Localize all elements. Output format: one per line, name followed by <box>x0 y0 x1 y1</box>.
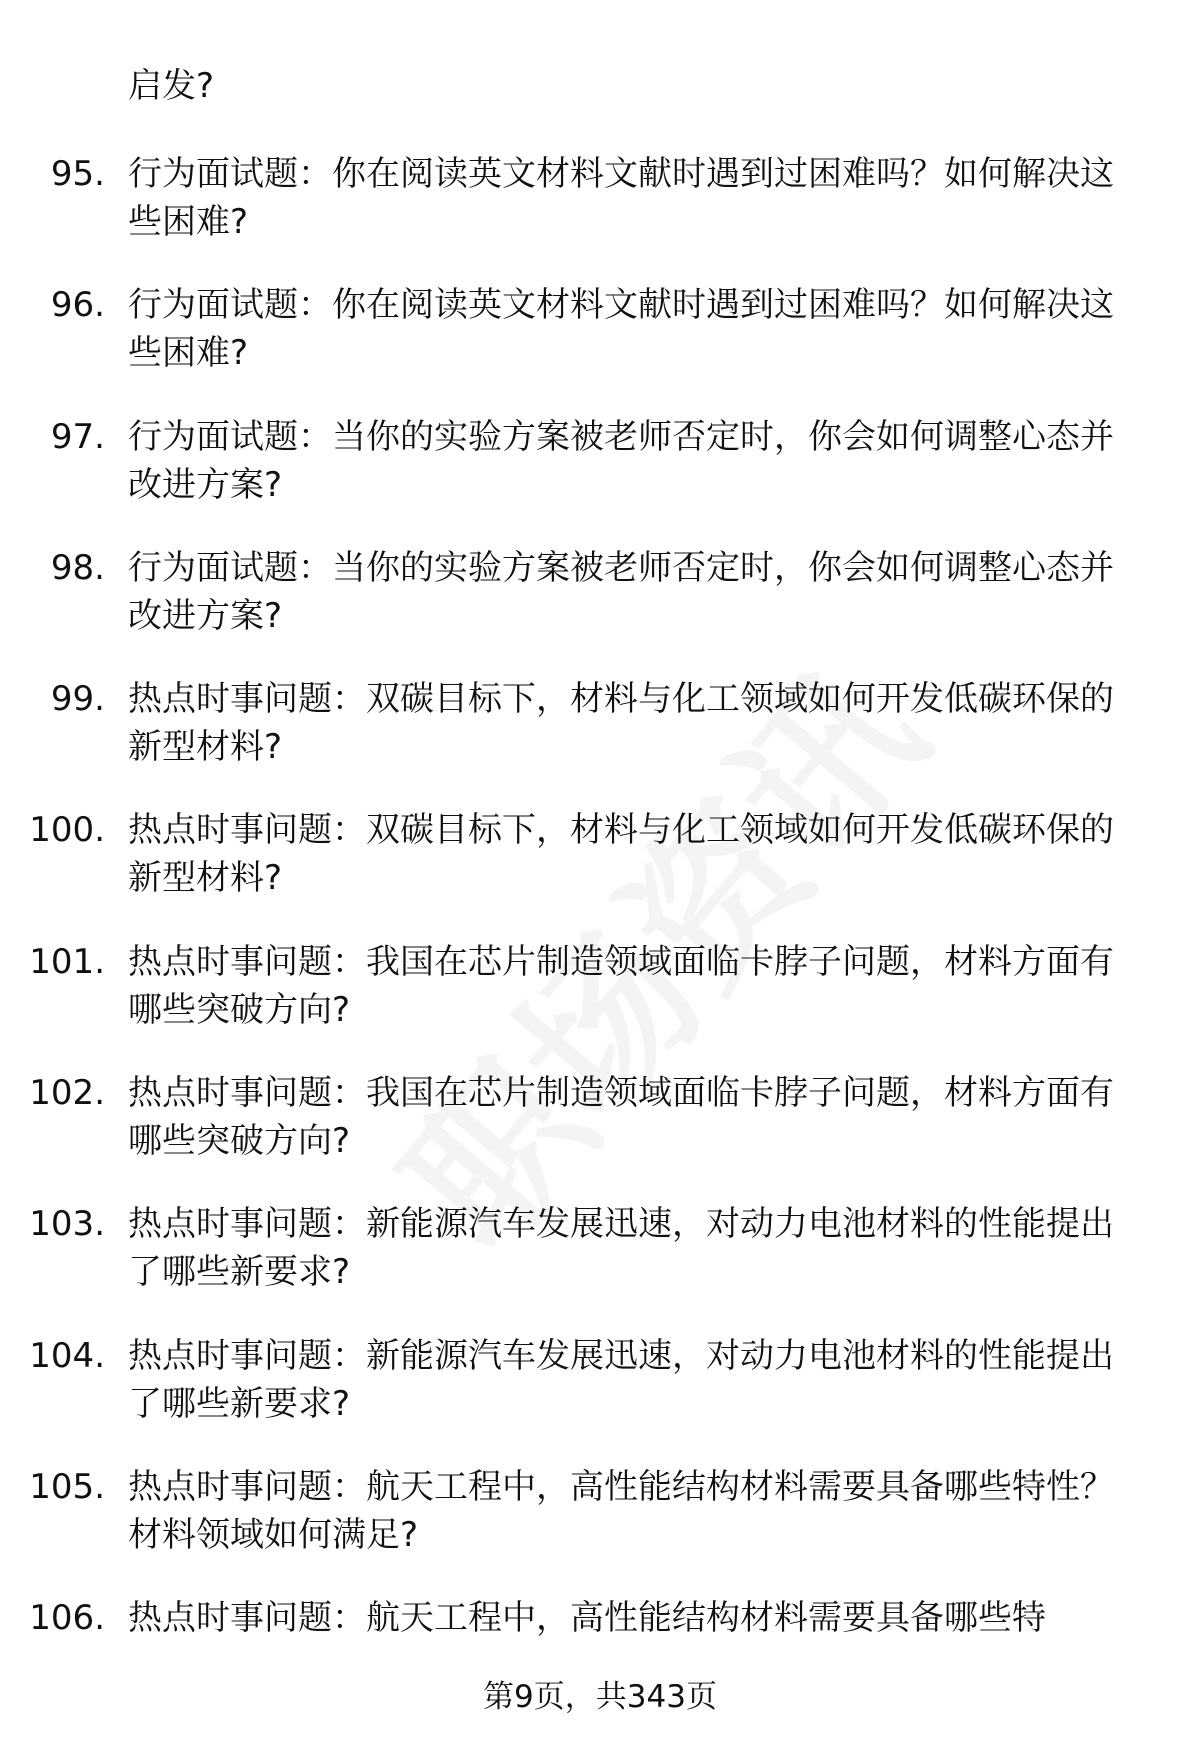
question-number: 104. <box>29 1335 105 1376</box>
question-text: 行为面试题：当你的实验方案被老师否定时，你会如何调整心态并改进方案? <box>128 416 1114 505</box>
question-number: 103. <box>29 1204 105 1245</box>
question-text: 热点时事问题：双碳目标下，材料与化工领域如何开发低碳环保的新型材料? <box>128 679 1114 768</box>
question-text: 热点时事问题：航天工程中，高性能结构材料需要具备哪些特 <box>128 1598 1046 1639</box>
question-item <box>0 1463 1200 1594</box>
question-item <box>0 150 1200 281</box>
question-item <box>0 413 1200 544</box>
continued-question-text: 启发? <box>128 66 215 106</box>
question-number: 97. <box>50 416 105 457</box>
question-number: 106. <box>29 1598 105 1639</box>
question-number: 101. <box>29 941 105 982</box>
question-item <box>0 1200 1200 1331</box>
question-number: 99. <box>50 679 105 720</box>
question-text: 热点时事问题：双碳目标下，材料与化工领域如何开发低碳环保的新型材料? <box>128 810 1114 899</box>
question-item <box>0 1332 1200 1463</box>
question-item <box>0 544 1200 675</box>
question-number: 100. <box>29 810 105 851</box>
question-list <box>0 150 1200 1726</box>
question-text: 热点时事问题：我国在芯片制造领域面临卡脖子问题，材料方面有哪些突破方向? <box>128 941 1114 1030</box>
question-text: 行为面试题：你在阅读英文材料文献时遇到过困难吗？如何解决这些困难? <box>128 154 1114 242</box>
question-number: 102. <box>29 1073 105 1114</box>
question-text: 热点时事问题：新能源汽车发展迅速，对动力电池材料的性能提出了哪些新要求? <box>128 1204 1114 1293</box>
question-text: 热点时事问题：我国在芯片制造领域面临卡脖子问题，材料方面有哪些突破方向? <box>128 1073 1114 1162</box>
question-number: 98. <box>50 547 105 588</box>
question-number: 95. <box>50 154 105 194</box>
question-text: 行为面试题：你在阅读英文材料文献时遇到过困难吗？如何解决这些困难? <box>128 285 1114 374</box>
question-item <box>0 938 1200 1069</box>
question-number: 105. <box>29 1466 105 1507</box>
question-item <box>0 1069 1200 1200</box>
question-text: 行为面试题：当你的实验方案被老师否定时，你会如何调整心态并改进方案? <box>128 547 1114 636</box>
question-number: 96. <box>50 285 105 326</box>
question-text: 热点时事问题：新能源汽车发展迅速，对动力电池材料的性能提出了哪些新要求? <box>128 1335 1114 1424</box>
question-item <box>0 675 1200 806</box>
question-text: 热点时事问题：航天工程中，高性能结构材料需要具备哪些特性？材料领域如何满足? <box>128 1466 1114 1555</box>
question-item <box>0 281 1200 412</box>
page-footer: 第9页，共343页 <box>483 1679 717 1715</box>
question-item <box>0 806 1200 937</box>
